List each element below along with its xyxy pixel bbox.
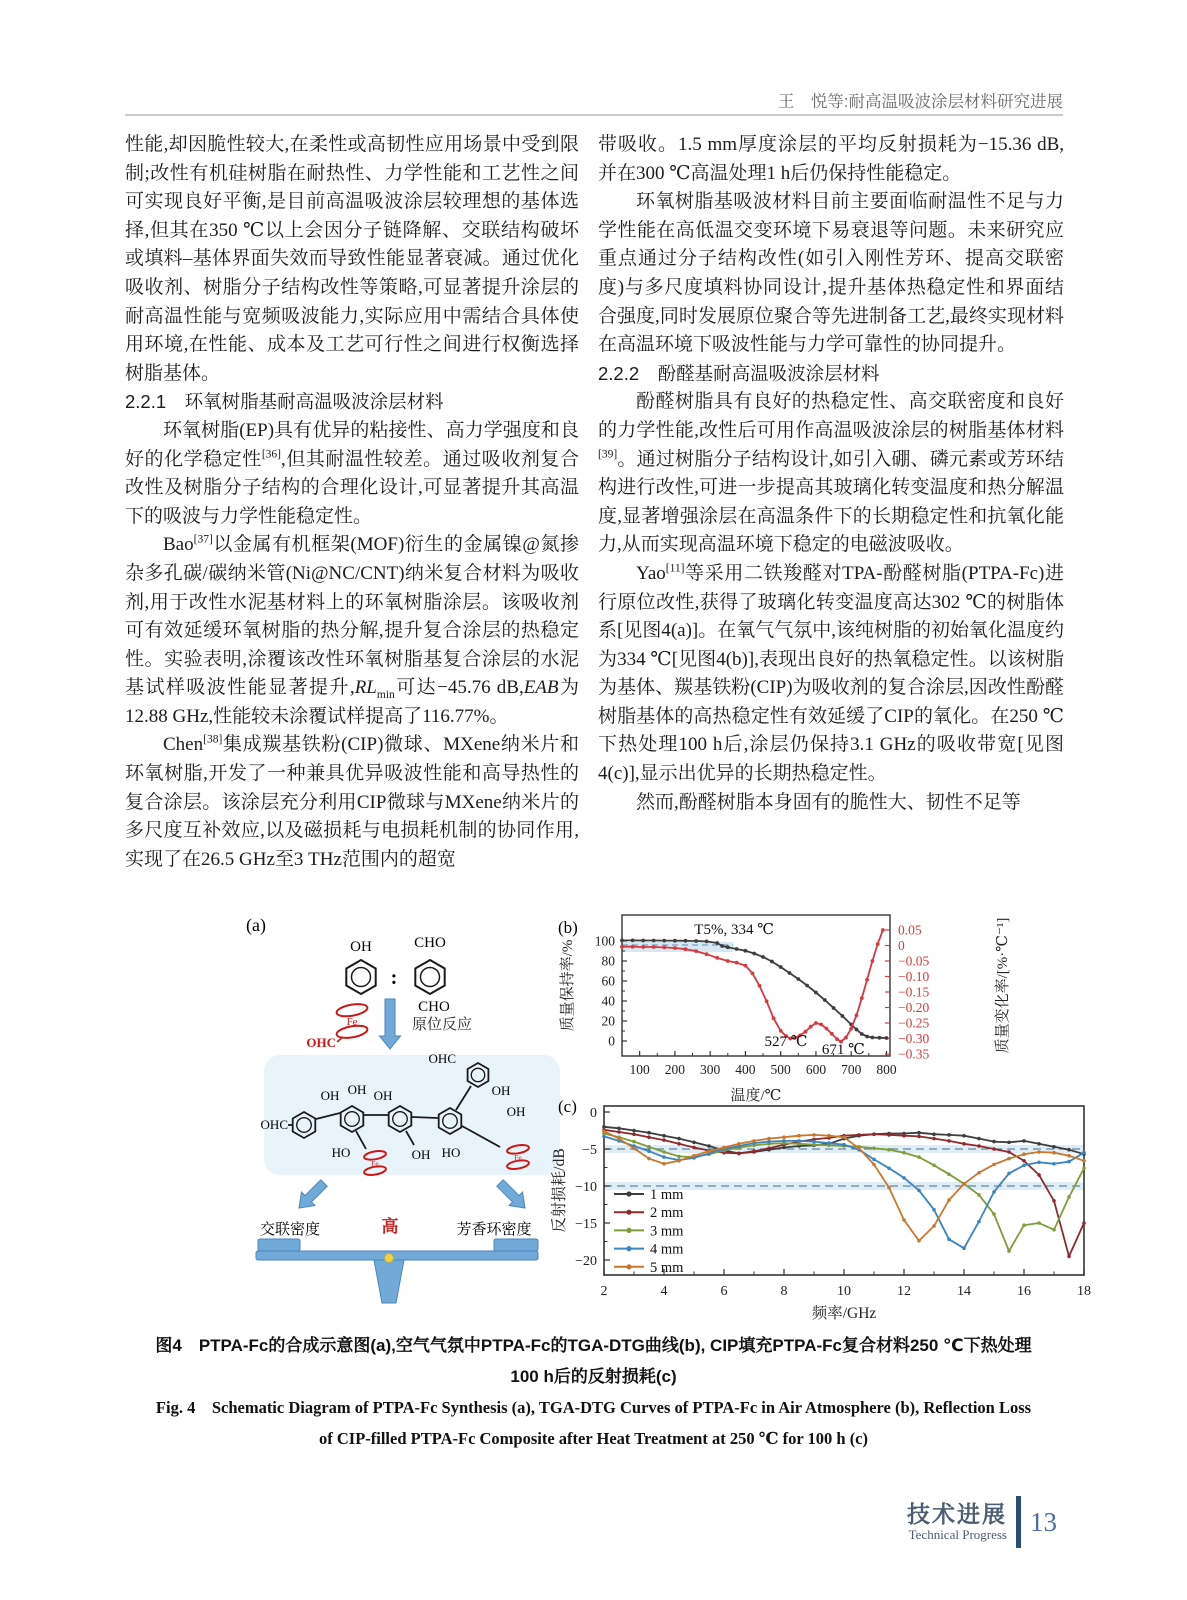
- caption-zh-line1: 图4 PTPA-Fc的合成示意图(a),空气气氛中PTPA-Fc的TGA-DTG曲线(b), CIP填充PTPA-Fc复合材料250 ℃下热处理: [155, 1336, 1032, 1355]
- svg-text:CHO: CHO: [414, 935, 446, 951]
- header-divider: [125, 114, 1063, 116]
- svg-text:OH: OH: [506, 1104, 526, 1119]
- svg-text:4 mm: 4 mm: [650, 1241, 684, 1258]
- tga-dtg-chart: [552, 903, 1097, 1110]
- svg-text:600: 600: [805, 1062, 827, 1077]
- paragraph: 酚醛树脂具有良好的热稳定性、高交联密度和良好的力学性能,改性后可用作高温吸波涂层的树脂基体材料[39]。通过树脂分子结构设计,如引入硼、磷元素或芳环结构进行改性,可进一步提高其玻璃化转变温度和热分解温度,显著增强涂层在高温条件下的长期稳定性和抗氧化能力,从而实现高温环境下稳定的电磁波吸收。: [598, 391, 1064, 556]
- paragraph: Bao[37]以金属有机框架(MOF)衍生的金属镍@氮掺杂多孔碳/碳纳米管(Ni@NC/CNT)纳米复合材料为吸收剂,用于改性水泥基材料上的环氧树脂涂层。该吸收剂可有效延缓环氧树脂的热分解,提升复合涂层的热稳定性。实验表明,涂覆该改性环氧树脂基复合涂层的水泥基试样吸波性能显著提升$,RL_{min}$可达−45.76 dB,EAB为12.88 GHz,性能较未涂覆试样提高了116.77%。: [125, 533, 579, 727]
- svg-text:温度/℃: 温度/℃: [730, 1088, 782, 1104]
- svg-text:OHC: OHC: [260, 1117, 288, 1132]
- svg-text:交联密度: 交联密度: [259, 1222, 321, 1238]
- figure4-panel-b-tga-dtg: [552, 903, 1097, 1110]
- svg-text:400: 400: [735, 1062, 756, 1077]
- citation-ref: [39]: [598, 448, 618, 461]
- footer-section-zh: 技术进展: [907, 1501, 1007, 1527]
- svg-text:芳香环密度: 芳香环密度: [456, 1222, 532, 1238]
- figure4-panel-a-schematic: [138, 903, 580, 1305]
- svg-text:(c): (c): [558, 1097, 577, 1116]
- svg-text:HO: HO: [331, 1145, 351, 1160]
- paragraph: 环氧树脂(EP)具有优异的粘接性、高力学强度和良好的化学稳定性[36],但其耐温性较差。通过吸收剂复合改性及树脂分子结构的合理化设计,可显著提升其高温下的吸波与力学性能稳定性。: [125, 419, 579, 527]
- caption-en-line1: Fig. 4 Schematic Diagram of PTPA-Fc Synthesis (a), TGA-DTG Curves of PTPA-Fc in Air Atmosphere (b), Reflection Loss: [155, 1398, 1032, 1417]
- svg-text:0.05: 0.05: [898, 922, 922, 938]
- balance-seesaw-icon: [256, 1239, 538, 1303]
- svg-text:Fe: Fe: [514, 1152, 522, 1162]
- svg-text:14: 14: [957, 1284, 971, 1299]
- svg-text:−20: −20: [575, 1254, 597, 1269]
- svg-text:CHO: CHO: [418, 999, 450, 1015]
- svg-text:5 mm: 5 mm: [650, 1259, 684, 1276]
- paragraph: Yao[11]等采用二铁羧醛对TPA-酚醛树脂(PTPA-Fc)进行原位改性,获得了玻璃化转变温度高达302 ℃的树脂体系[见图4(a)]。在氧气气氛中,该纯树脂的初始氧化温度约为334 ℃[见图4(b)],表现出良好的热氧稳定性。以该树脂为基体、羰基铁粉(CIP)为吸收剂的复合涂层,因改性酚醛树脂基体的高热稳定性有效延缓了CIP的氧化。在250 ℃下热处理100 h后,涂层仍保持3.1 GHz的吸收带宽[见图4(c)],显示出优异的长期热稳定性。: [598, 562, 1064, 785]
- svg-text:10: 10: [837, 1284, 851, 1299]
- caption-en-line2: of CIP-filled PTPA-Fc Composite after Heat Treatment at 250 ℃ for 100 h (c): [318, 1429, 869, 1448]
- svg-text:OHC: OHC: [428, 1051, 456, 1066]
- svg-text:−10: −10: [575, 1180, 597, 1195]
- citation-ref: [38]: [203, 734, 223, 747]
- footer-section-en: Technical Progress: [908, 1527, 1007, 1542]
- svg-text:8: 8: [780, 1284, 788, 1299]
- svg-text:−0.05: −0.05: [898, 953, 930, 969]
- svg-text:2 mm: 2 mm: [650, 1205, 684, 1222]
- svg-text:4: 4: [660, 1284, 668, 1299]
- svg-text:200: 200: [664, 1062, 686, 1077]
- svg-text:800: 800: [876, 1062, 897, 1077]
- legend: [614, 1187, 684, 1276]
- paragraph: 带吸收。1.5 mm厚度涂层的平均反射损耗为−15.36 dB,并在300 ℃高温处理1 h后仍保持性能稳定。: [598, 134, 1064, 184]
- svg-text:−0.15: −0.15: [898, 984, 930, 1000]
- citation-ref: [36]: [261, 448, 282, 461]
- svg-text:−5: −5: [582, 1143, 597, 1158]
- svg-text:80: 80: [601, 953, 615, 969]
- citation-ref: [11]: [665, 562, 685, 575]
- svg-text:OH: OH: [320, 1088, 340, 1103]
- svg-text::: :: [390, 967, 398, 989]
- svg-text:0: 0: [898, 938, 905, 953]
- svg-text:12: 12: [897, 1284, 911, 1299]
- svg-text:−0.10: −0.10: [898, 969, 930, 984]
- svg-text:−0.20: −0.20: [898, 1000, 930, 1015]
- svg-text:100: 100: [594, 933, 615, 949]
- svg-text:OH: OH: [347, 1082, 367, 1097]
- citation-ref: [37]: [193, 533, 213, 546]
- svg-text:质量变化率/[%·℃⁻¹]: 质量变化率/[%·℃⁻¹]: [995, 917, 1011, 1054]
- svg-text:原位反应: 原位反应: [412, 1017, 473, 1033]
- svg-text:质量保持率/%: 质量保持率/%: [560, 939, 576, 1032]
- left-column: [125, 131, 579, 874]
- svg-text:OH: OH: [411, 1147, 431, 1162]
- footer-divider-bar: [1016, 1496, 1021, 1548]
- svg-text:0: 0: [590, 1106, 597, 1121]
- svg-text:300: 300: [700, 1062, 721, 1077]
- reflection-loss-chart: [548, 1092, 1098, 1332]
- svg-text:2: 2: [600, 1284, 608, 1299]
- svg-text:671 ℃: 671 ℃: [821, 1042, 865, 1058]
- svg-text:−0.30: −0.30: [898, 1031, 930, 1046]
- svg-text:OHC: OHC: [306, 1035, 336, 1050]
- page-footer: [907, 1496, 1057, 1548]
- figure4-caption: [60, 1330, 1127, 1454]
- section-heading: 2.2.1 环氧树脂基耐高温吸波涂层材料: [125, 391, 444, 413]
- svg-text:1 mm: 1 mm: [650, 1187, 684, 1203]
- paragraph: Chen[38]集成羰基铁粉(CIP)微球、MXene纳米片和环氧树脂,开发了一种兼具优异吸波性能和高导热性的复合涂层。该涂层充分利用CIP微球与MXene纳米片的多尺度互补效应,以及磁损耗与电损耗机制的协同作用,实现了在26.5 GHz至3 THz范围内的超宽: [125, 734, 579, 870]
- svg-text:反射损耗/dB: 反射损耗/dB: [551, 1148, 568, 1233]
- ferrocene-icon: [336, 1002, 369, 1040]
- svg-text:OH: OH: [373, 1088, 393, 1103]
- paragraph: 性能,却因脆性较大,在柔性或高韧性应用场景中受到限制;改性有机硅树脂在耐热性、力学性能和工艺性之间可实现良好平衡,是目前高温吸波涂层较理想的基体选择,但其在350 ℃以上会因分子链降解、交联结构破坏或填料–基体界面失效而导致性能显著衰减。通过优化吸收剂、树脂分子结构改性等策略,可显著提升涂层的耐高温性能与宽频吸波能力,实际应用中需结合具体使用环境,在性能、成本及工艺可行性之间进行权衡选择树脂基体。: [125, 134, 579, 384]
- svg-text:Fe: Fe: [346, 1016, 358, 1029]
- paragraph: 环氧树脂基吸波材料目前主要面临耐温性不足与力学性能在高低温交变环境下易衰退等问题。未来研究应重点通过分子结构改性(如引入刚性芳环、提高交联密度)与多尺度填料协同设计,提升基体热稳定性和界面结合强度,同时发展原位聚合等先进制备工艺,最终实现材料在高温环境下吸波性能与力学可靠性的协同提升。: [598, 191, 1064, 356]
- svg-text:T5%, 334 ℃: T5%, 334 ℃: [694, 922, 774, 938]
- svg-text:527 ℃: 527 ℃: [764, 1034, 808, 1050]
- svg-text:−0.25: −0.25: [898, 1015, 930, 1031]
- svg-text:Fe: Fe: [371, 1158, 379, 1168]
- svg-text:−0.35: −0.35: [898, 1046, 930, 1062]
- svg-text:18: 18: [1077, 1284, 1091, 1299]
- svg-text:60: 60: [601, 973, 615, 989]
- svg-text:OH: OH: [350, 939, 372, 955]
- svg-text:16: 16: [1017, 1284, 1031, 1299]
- svg-text:HO: HO: [441, 1145, 461, 1160]
- svg-text:频率/GHz: 频率/GHz: [811, 1305, 877, 1322]
- right-column: [598, 131, 1064, 817]
- paragraph: 然而,酚醛树脂本身固有的脆性大、韧性不足等: [636, 791, 1021, 813]
- insitu-reaction-arrow-icon: [380, 999, 401, 1049]
- synthesis-schematic: [138, 903, 580, 1305]
- svg-text:0: 0: [608, 1033, 615, 1049]
- svg-text:(a): (a): [246, 915, 266, 935]
- svg-text:500: 500: [770, 1062, 791, 1077]
- running-head: 王 悦等:耐高温吸波涂层材料研究进展: [777, 93, 1063, 111]
- svg-text:700: 700: [841, 1062, 862, 1077]
- svg-text:20: 20: [601, 1013, 615, 1029]
- svg-text:高: 高: [381, 1217, 399, 1236]
- svg-text:100: 100: [629, 1062, 650, 1077]
- section-heading: 2.2.2 酚醛基耐高温吸波涂层材料: [598, 362, 880, 384]
- caption-zh-line2: 100 h后的反射损耗(c): [510, 1367, 677, 1386]
- svg-text:3 mm: 3 mm: [650, 1223, 684, 1240]
- svg-text:6: 6: [720, 1284, 728, 1299]
- svg-text:40: 40: [601, 993, 615, 1009]
- svg-text:OH: OH: [491, 1083, 511, 1098]
- svg-text:(b): (b): [558, 918, 578, 937]
- figure4-panel-c-reflection-loss: [548, 1092, 1098, 1332]
- svg-text:−15: −15: [575, 1217, 597, 1232]
- footer-section: [907, 1501, 1007, 1543]
- page-number: 13: [1030, 1506, 1057, 1537]
